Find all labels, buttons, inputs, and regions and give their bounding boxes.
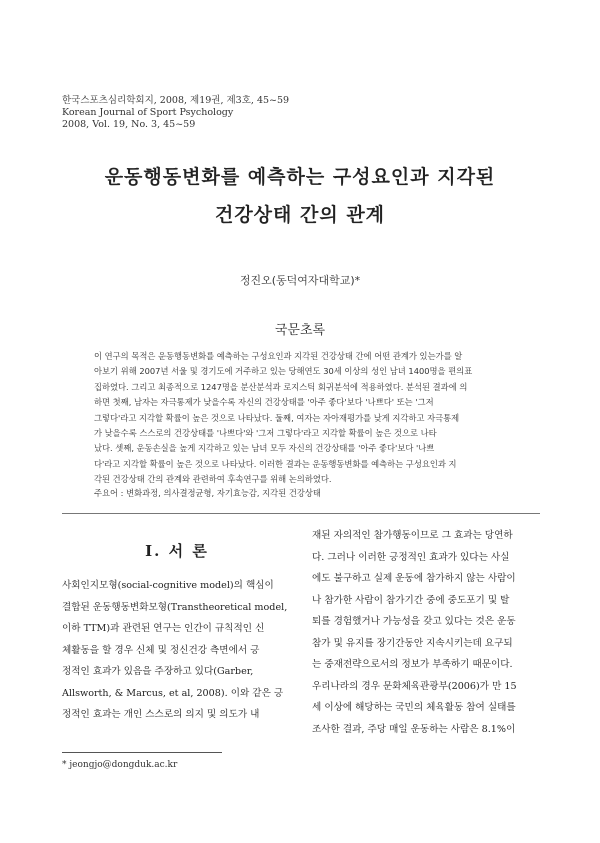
body-line: Allsworth, & Marcus, et al, 2008). 이와 같은 긍 [62, 687, 284, 699]
journal-header-line: Korean Journal of Sport Psychology [62, 107, 234, 118]
abstract-line: 하면 첫째, 남자는 자극통제가 낮을수록 자신의 건강상태를 '아주 좋다'보다 '나쁘다' 또는 '그저 [94, 397, 434, 408]
divider [62, 513, 540, 514]
body-line: 는 중재전략으로서의 정보가 부족하기 때문이다. [312, 659, 513, 670]
body-line: 에도 불구하고 실제 운동에 참가하지 않는 사람이 [312, 573, 516, 584]
keywords: 주요어 : 변화과정, 의사결정균형, 자기효능감, 지각된 건강상태 [94, 488, 321, 498]
body-line: 정적인 효과는 개인 스스로의 의지 및 의도가 내 [62, 709, 260, 720]
abstract-line: 아보기 위해 2007년 서울 및 경기도에 거주하고 있는 당해연도 30세 이상의 성인 남녀 1400명을 편의표 [94, 366, 473, 377]
body-line: 결합된 운동행동변화모형(Transtheoretical model, [62, 601, 288, 613]
body-line: 이하 TTM)과 관련된 연구는 인간이 규칙적인 신 [62, 623, 265, 634]
abstract-line: 각된 건강상태 간의 관계와 관련하여 후속연구를 위해 논의하였다. [94, 474, 332, 485]
abstract-line: 그렇다'라고 지각할 확률이 높은 것으로 나타났다. 둘째, 여자는 자아재평가를 낮게 지각하고 자극통제 [94, 412, 460, 423]
body-line: 퇴를 경험했거나 가능성을 갖고 있다는 것은 운동 [312, 616, 516, 627]
body-line: 우리나라의 경우 문화체육관광부(2006)가 만 15 [312, 680, 517, 692]
journal-header [62, 95, 289, 131]
body-line: 참가 및 유지를 장기간동안 지속시키는데 요구되 [312, 637, 513, 649]
footnote-email: * jeongjo@dongduk.ac.kr [62, 760, 178, 770]
paper-title-line-1: 운동행동변화를 예측하는 구성요인과 지각된 [104, 166, 496, 188]
abstract-line: 났다. 셋째, 운동손실을 높게 지각하고 있는 남녀 모두 자신의 건강상태를 '아주 좋다'보다 '나쁘 [94, 443, 435, 454]
body-line: 나 참가한 사람이 참가기간 중에 중도포기 및 탈 [312, 594, 510, 606]
abstract-body [94, 349, 508, 488]
journal-header-line: 한국스포츠심리학회지, 2008, 제19권, 제3호, 45~59 [62, 95, 290, 106]
right-column [312, 525, 538, 740]
abstract-line: 다'라고 지각할 확률이 높은 것으로 나타났다. 이러한 결과는 운동행동변화를 예측하는 구성요인과 지 [94, 458, 457, 469]
left-column [62, 575, 292, 726]
body-line: 세 이상에 해당하는 국민의 체육활동 참여 실태를 [312, 702, 516, 713]
body-line: 사회인지모형(social-cognitive model)의 핵심이 [62, 580, 274, 591]
journal-header-line: 2008, Vol. 19, No. 3, 45~59 [62, 119, 196, 130]
body-line: 다. 그러나 이러한 긍정적인 효과가 있다는 사실 [312, 551, 510, 563]
paper-title-line-2: 건강상태 간의 관계 [214, 204, 386, 226]
body-line: 체활동을 할 경우 신체 및 정신건강 측면에서 긍 [62, 644, 260, 656]
abstract-line: 집하였다. 그리고 최종적으로 1247명을 분산분석과 로지스틱 회귀분석에 적용하였다. 분석된 결과에 의 [94, 381, 468, 392]
author: 정진오(동덕여자대학교)* [239, 274, 361, 287]
body-line: 정적인 효과가 있음을 주장하고 있다(Garber, [62, 666, 254, 677]
abstract-line: 이 연구의 목적은 운동행동변화를 예측하는 구성요인과 지각된 건강상태 간에 어떤 관계가 있는가를 알 [94, 351, 463, 361]
abstract-line: 가 낮을수록 스스로의 건강상태를 '나쁘다'와 '그저 그렇다'라고 지각할 확률이 높은 것으로 나타 [94, 428, 437, 439]
body-line: 조사한 결과, 주당 매일 운동하는 사람은 8.1%이 [312, 723, 516, 735]
abstract-heading: 국문초록 [274, 323, 326, 338]
body-line: 재된 자의적인 참가행동이므로 그 효과는 당연하 [312, 530, 513, 541]
footnote-rule [62, 752, 222, 753]
section-heading: I. 서 론 [145, 542, 209, 560]
